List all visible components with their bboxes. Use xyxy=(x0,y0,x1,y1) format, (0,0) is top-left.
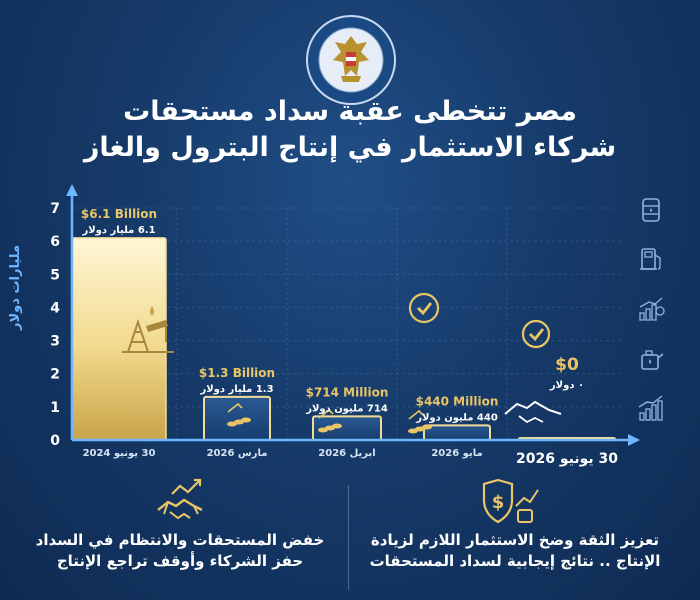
bottom-left-caption: خفض المستحقات والانتظام في السداد حفز الشركاء وأوقف تراجع الإنتاج xyxy=(35,531,325,570)
value-label-en: $440 Million xyxy=(415,394,499,409)
value-label-en: $1.3 Billion xyxy=(198,365,276,380)
svg-text:$: $ xyxy=(491,492,505,513)
category-label: 30 يونيو 2024 xyxy=(82,448,156,459)
y-axis-label: مليارات دولار xyxy=(8,245,23,330)
y-tick-label: 0 xyxy=(50,433,60,449)
y-tick-label: 4 xyxy=(50,300,60,317)
oil-can-icon xyxy=(635,343,667,375)
category-label: 30 يونيو 2026 xyxy=(516,451,618,467)
bar-1 xyxy=(204,397,270,440)
y-tick-label: 7 xyxy=(50,201,60,217)
y-tick-label: 3 xyxy=(50,333,60,350)
value-label-ar: 6.1 مليار دولار xyxy=(82,224,156,236)
bottom-right-caption: تعزيز الثقة وضخ الاستثمار اللازم لزيادة الإنتاج .. نتائج إيجابية لسداد المستحقات xyxy=(369,531,661,570)
value-label-ar: ٠ دولار xyxy=(549,380,585,391)
check-badge-icon xyxy=(410,294,438,322)
bar-0 xyxy=(72,238,166,440)
category-label: ابريل 2026 xyxy=(318,448,376,459)
value-label-ar: 1.3 مليار دولار xyxy=(200,383,274,395)
value-label-en: $714 Million xyxy=(305,385,389,400)
oil-barrel-icon xyxy=(635,194,667,226)
y-tick-label: 2 xyxy=(50,366,60,383)
industry-chart-icon xyxy=(635,293,667,325)
value-label-en: $6.1 Billion xyxy=(80,206,158,221)
bar-3 xyxy=(424,425,490,440)
headline-line-1: مصر تتخطى عقبة سداد مستحقات xyxy=(123,96,577,127)
headline-line-2: شركاء الاستثمار في إنتاج البترول والغاز xyxy=(83,132,617,163)
value-label-ar: 714 مليون دولار xyxy=(306,403,388,415)
y-tick-label: 6 xyxy=(50,234,60,251)
shield-dollar-icon xyxy=(480,476,540,526)
growth-chart-icon xyxy=(635,393,667,425)
handshake-icon xyxy=(505,402,561,422)
value-label-ar: 440 مليون دولار xyxy=(416,412,498,424)
y-tick-label: 1 xyxy=(50,399,60,416)
category-label: مارس 2026 xyxy=(206,448,268,459)
category-label: مايو 2026 xyxy=(431,448,483,459)
fuel-pump-icon xyxy=(635,243,667,275)
y-axis-arrow xyxy=(66,184,78,196)
bottom-divider xyxy=(348,485,349,590)
check-badge-icon xyxy=(523,321,549,347)
x-axis-arrow xyxy=(628,434,640,446)
y-tick-label: 5 xyxy=(50,267,60,284)
handshake-arrows-icon xyxy=(150,476,210,526)
value-label-en: $0 xyxy=(555,355,579,375)
